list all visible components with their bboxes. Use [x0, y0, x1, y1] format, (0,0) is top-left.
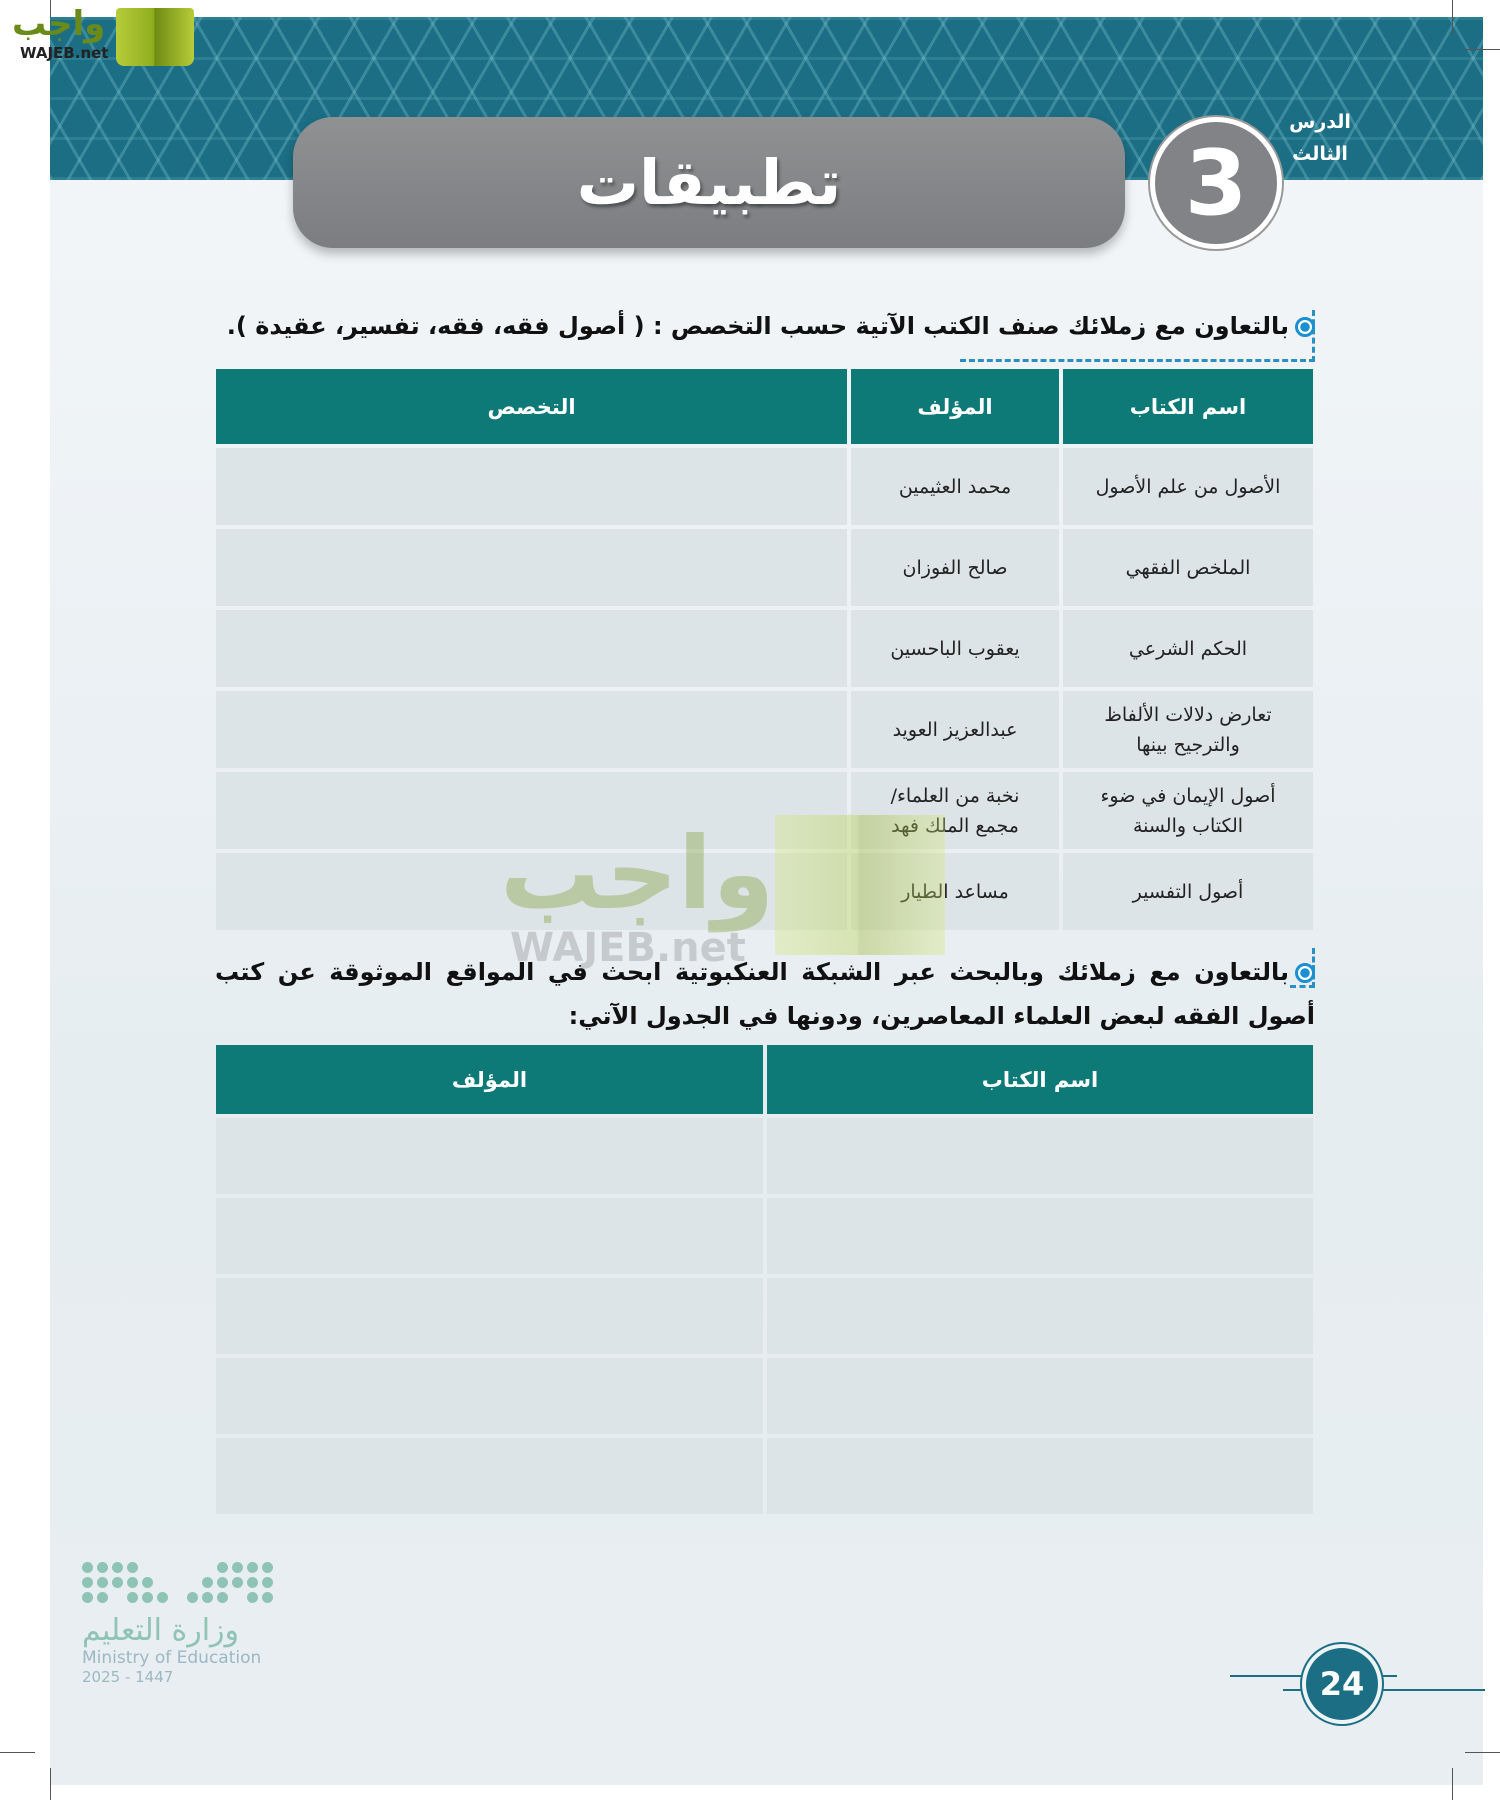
book-input-cell[interactable]	[767, 1358, 1313, 1434]
field-input-cell[interactable]	[216, 448, 847, 525]
emblem-dot	[217, 1577, 228, 1588]
instruction-2-text: بالتعاون مع زملائك وبالبحث عبر الشبكة العنكبوتية ابحث في المواقع الموثوقة عن كتب أصول الفقه لبعض العلماء المعاصرين، ودونها في الجدول الآتي:	[215, 958, 1315, 1030]
emblem-dot	[202, 1577, 213, 1588]
emblem-dot	[247, 1592, 258, 1603]
emblem-dot	[142, 1592, 153, 1603]
field-input-cell[interactable]	[216, 691, 847, 768]
wajeb-logo-text: واجب	[12, 4, 106, 44]
emblem-dot	[82, 1577, 93, 1588]
page-number: 24	[1306, 1648, 1378, 1720]
emblem-dot	[127, 1592, 138, 1603]
emblem-dot	[97, 1577, 108, 1588]
wajeb-logo-net: WAJEB.net	[20, 44, 109, 62]
column-header-author: المؤلف	[216, 1045, 763, 1114]
book-input-cell[interactable]	[767, 1278, 1313, 1354]
emblem-dot	[232, 1577, 243, 1588]
page-number-line	[1283, 1689, 1308, 1691]
ministry-name-en: Ministry of Education	[82, 1648, 262, 1668]
academic-year: 2025 - 1447	[82, 1668, 174, 1686]
lesson-label-2: الثالث	[1292, 143, 1348, 165]
ministry-name-ar: وزارة التعليم	[82, 1613, 240, 1648]
emblem-dot	[97, 1592, 108, 1603]
lesson-label-1: الدرس	[1289, 111, 1351, 133]
author-cell: صالح الفوزان	[851, 529, 1059, 606]
column-header-author: المؤلف	[851, 369, 1059, 444]
emblem-dot	[247, 1577, 258, 1588]
book-cell: الحكم الشرعي	[1063, 610, 1313, 687]
author-cell: يعقوب الباحسين	[851, 610, 1059, 687]
page-number-line	[1230, 1675, 1310, 1677]
column-header-book: اسم الكتاب	[767, 1045, 1313, 1114]
lesson-number-badge: 3	[1150, 117, 1282, 249]
emblem-dot	[217, 1562, 228, 1573]
emblem-dot	[127, 1562, 138, 1573]
bullet-icon	[1295, 317, 1315, 337]
book-cell: تعارض دلالات الألفاظ والترجيح بينها	[1063, 691, 1313, 768]
author-cell: محمد العثيمين	[851, 448, 1059, 525]
book-input-cell[interactable]	[767, 1198, 1313, 1274]
emblem-dot	[262, 1592, 273, 1603]
book-cell: الأصول من علم الأصول	[1063, 448, 1313, 525]
emblem-dot	[157, 1592, 168, 1603]
author-cell: نخبة من العلماء/ مجمع الملك فهد	[851, 772, 1059, 849]
classification-table	[216, 369, 1313, 930]
field-input-cell[interactable]	[216, 529, 847, 606]
emblem-dot	[82, 1562, 93, 1573]
research-table	[216, 1045, 1313, 1514]
emblem-dot	[262, 1577, 273, 1588]
page-number-line	[1375, 1689, 1485, 1691]
crop-mark	[1465, 49, 1500, 50]
instruction-1-text: بالتعاون مع زملائك صنف الكتب الآتية حسب التخصص : ( أصول فقه، فقه، تفسير، عقيدة ).	[226, 312, 1289, 340]
emblem-dot	[112, 1577, 123, 1588]
column-header-book: اسم الكتاب	[1063, 369, 1313, 444]
page-title: تطبيقات	[576, 146, 842, 219]
book-input-cell[interactable]	[767, 1438, 1313, 1514]
author-cell: عبدالعزيز العويد	[851, 691, 1059, 768]
author-input-cell[interactable]	[216, 1118, 763, 1194]
author-cell: مساعد الطيار	[851, 853, 1059, 930]
field-input-cell[interactable]	[216, 853, 847, 930]
crop-mark	[50, 1768, 51, 1800]
emblem-dot	[187, 1592, 198, 1603]
page-number-line	[1375, 1675, 1397, 1677]
emblem-dot	[232, 1562, 243, 1573]
field-input-cell[interactable]	[216, 610, 847, 687]
watermark-text: واجب	[500, 815, 775, 932]
title-banner	[293, 117, 1125, 248]
field-input-cell[interactable]	[216, 772, 847, 849]
book-icon	[116, 8, 194, 66]
crop-mark	[0, 1752, 35, 1753]
author-input-cell[interactable]	[216, 1198, 763, 1274]
ministry-logo	[82, 1562, 272, 1686]
column-header-field: التخصص	[216, 369, 847, 444]
book-cell: أصول التفسير	[1063, 853, 1313, 930]
crop-mark	[1452, 0, 1453, 35]
lesson-label	[1280, 106, 1360, 170]
emblem-dot	[247, 1562, 258, 1573]
emblem-dot	[142, 1577, 153, 1588]
emblem-dot	[82, 1592, 93, 1603]
instruction-2	[215, 950, 1315, 1038]
emblem-dot	[217, 1592, 228, 1603]
emblem-dot	[112, 1562, 123, 1573]
ministry-emblem-icon	[82, 1562, 262, 1603]
crop-mark	[1465, 1752, 1500, 1753]
wajeb-logo[interactable]	[8, 4, 193, 66]
emblem-dot	[97, 1562, 108, 1573]
author-input-cell[interactable]	[216, 1358, 763, 1434]
book-input-cell[interactable]	[767, 1118, 1313, 1194]
emblem-dot	[127, 1577, 138, 1588]
emblem-dot	[202, 1592, 213, 1603]
author-input-cell[interactable]	[216, 1438, 763, 1514]
emblem-dot	[262, 1562, 273, 1573]
bullet-icon	[1295, 963, 1315, 983]
crop-mark	[1452, 1768, 1453, 1800]
book-cell: الملخص الفقهي	[1063, 529, 1313, 606]
watermark-net: WAJEB.net	[510, 925, 746, 971]
book-cell: أصول الإيمان في ضوء الكتاب والسنة	[1063, 772, 1313, 849]
author-input-cell[interactable]	[216, 1278, 763, 1354]
instruction-1	[215, 312, 1315, 340]
